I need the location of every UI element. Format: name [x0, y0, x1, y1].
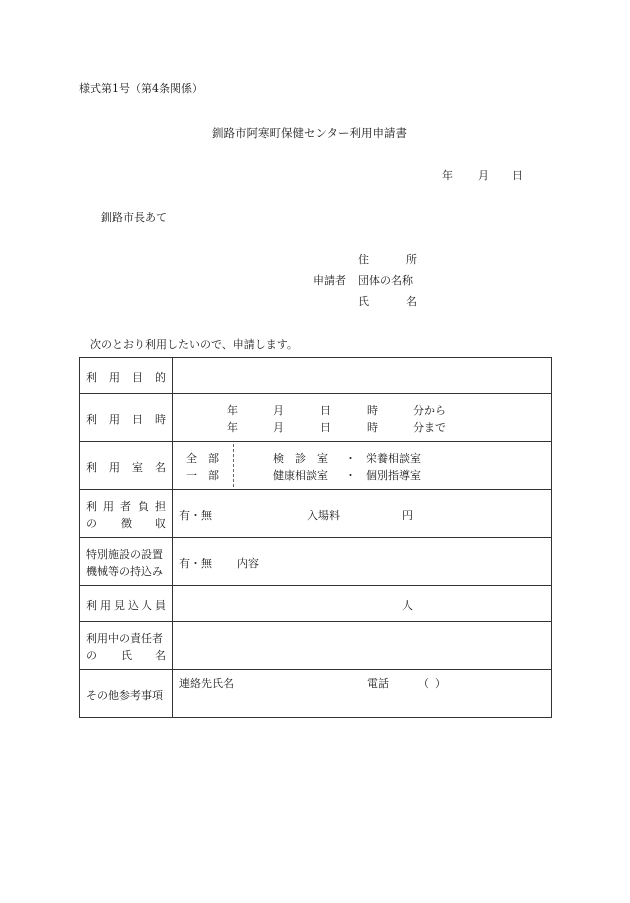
label-char: 目: [132, 371, 143, 384]
row-room: [80, 442, 552, 490]
room-option[interactable]: 栄養相談室: [366, 452, 421, 465]
datetime-day: 日: [320, 404, 331, 417]
equipment-yes-no[interactable]: 有・無: [179, 557, 212, 570]
date-month: 月: [478, 169, 489, 182]
room-option[interactable]: 検 診 室: [273, 452, 328, 465]
attendees-label: [80, 586, 173, 622]
date-year: 年: [442, 169, 453, 182]
room-separator: ・: [345, 469, 356, 482]
room-divider: [233, 444, 234, 487]
label-char: 負: [138, 500, 149, 513]
label-char: 名: [155, 649, 166, 662]
address-label-2: 所: [406, 253, 417, 266]
yen-unit: 円: [402, 509, 413, 522]
label-char: 利: [86, 500, 97, 513]
label-char: 時: [155, 413, 166, 426]
label-char: 込: [128, 599, 139, 612]
label-char: 徴: [121, 517, 132, 530]
label-char: 利: [86, 599, 97, 612]
room-all-option[interactable]: 全 部: [186, 452, 219, 465]
datetime-field[interactable]: [173, 394, 552, 442]
label-line: 機械等の持込み: [86, 565, 163, 578]
equipment-field[interactable]: [173, 538, 552, 586]
form-title: 釧路市阿寒町保健センター利用申請書: [212, 126, 408, 140]
label-char: 室: [132, 461, 143, 474]
label-char: 氏: [121, 649, 132, 662]
row-manager: [80, 622, 552, 670]
applicant-label: 申請者: [313, 274, 346, 287]
datetime-until: 分まで: [413, 421, 446, 434]
label-line: 特別施設の設置: [86, 548, 163, 561]
room-field[interactable]: [173, 442, 552, 490]
fee-yes-no[interactable]: 有・無: [179, 509, 212, 522]
equipment-content-label: 内容: [237, 557, 259, 570]
other-label: [80, 670, 173, 718]
room-part-option[interactable]: 一 部: [186, 469, 219, 482]
room-option[interactable]: 個別指導室: [366, 469, 421, 482]
label-char: 用: [103, 500, 114, 513]
datetime-month: 月: [273, 404, 284, 417]
other-field[interactable]: [173, 670, 552, 718]
label-char: 用: [100, 599, 111, 612]
label-char: の: [86, 517, 97, 530]
intro-text: 次のとおり利用したいので、申請します。: [90, 338, 298, 351]
name-label-2: 名: [406, 295, 417, 308]
datetime-label: [80, 394, 173, 442]
label-char: 的: [155, 371, 166, 384]
label-char: 用: [109, 461, 120, 474]
name-label-1: 氏: [358, 295, 369, 308]
contact-name-label: 連絡先氏名: [179, 677, 234, 690]
label-char: 利: [86, 461, 97, 474]
datetime-year: 年: [227, 404, 238, 417]
people-unit: 人: [402, 599, 413, 612]
row-other: [80, 670, 552, 718]
label-char: 利: [86, 371, 97, 384]
admission-fee-label: 入場料: [307, 509, 340, 522]
label-char: 人: [141, 599, 152, 612]
datetime-hour: 時: [367, 404, 378, 417]
label-char: 員: [155, 599, 166, 612]
attendees-field[interactable]: [173, 586, 552, 622]
org-name-label: 団体の名称: [358, 274, 413, 287]
phone-paren-open: （: [418, 677, 429, 690]
room-option[interactable]: 健康相談室: [273, 469, 328, 482]
equipment-label: [80, 538, 173, 586]
row-datetime: [80, 394, 552, 442]
label-line: その他参考事項: [86, 689, 163, 702]
label-char: 収: [155, 517, 166, 530]
label-line: 利用中の責任者: [86, 632, 163, 645]
application-form-table: [79, 357, 552, 718]
row-fee: [80, 490, 552, 538]
label-char: 利: [86, 413, 97, 426]
datetime-hour: 時: [367, 421, 378, 434]
form-number: 様式第1号（第4条関係）: [79, 82, 203, 95]
fee-field[interactable]: [173, 490, 552, 538]
label-char: 担: [155, 500, 166, 513]
label-char: 見: [114, 599, 125, 612]
label-char: 用: [109, 413, 120, 426]
datetime-from: 分から: [413, 404, 446, 417]
room-label: [80, 442, 173, 490]
manager-label: [80, 622, 173, 670]
label-char: 用: [109, 371, 120, 384]
row-purpose: [80, 358, 552, 394]
address-label-1: 住: [358, 253, 369, 266]
addressee: 釧路市長あて: [101, 211, 167, 224]
purpose-field[interactable]: [173, 358, 552, 394]
label-char: の: [86, 649, 97, 662]
datetime-month: 月: [273, 421, 284, 434]
row-equipment: [80, 538, 552, 586]
datetime-day: 日: [320, 421, 331, 434]
label-char: 名: [155, 461, 166, 474]
fee-label: [80, 490, 173, 538]
label-char: 日: [132, 413, 143, 426]
phone-label: 電話: [367, 677, 389, 690]
date-day: 日: [512, 169, 523, 182]
room-separator: ・: [345, 452, 356, 465]
manager-field[interactable]: [173, 622, 552, 670]
purpose-label: [80, 358, 173, 394]
phone-paren-close: ）: [435, 677, 446, 690]
label-char: 者: [120, 500, 131, 513]
datetime-year: 年: [227, 421, 238, 434]
row-attendees: [80, 586, 552, 622]
